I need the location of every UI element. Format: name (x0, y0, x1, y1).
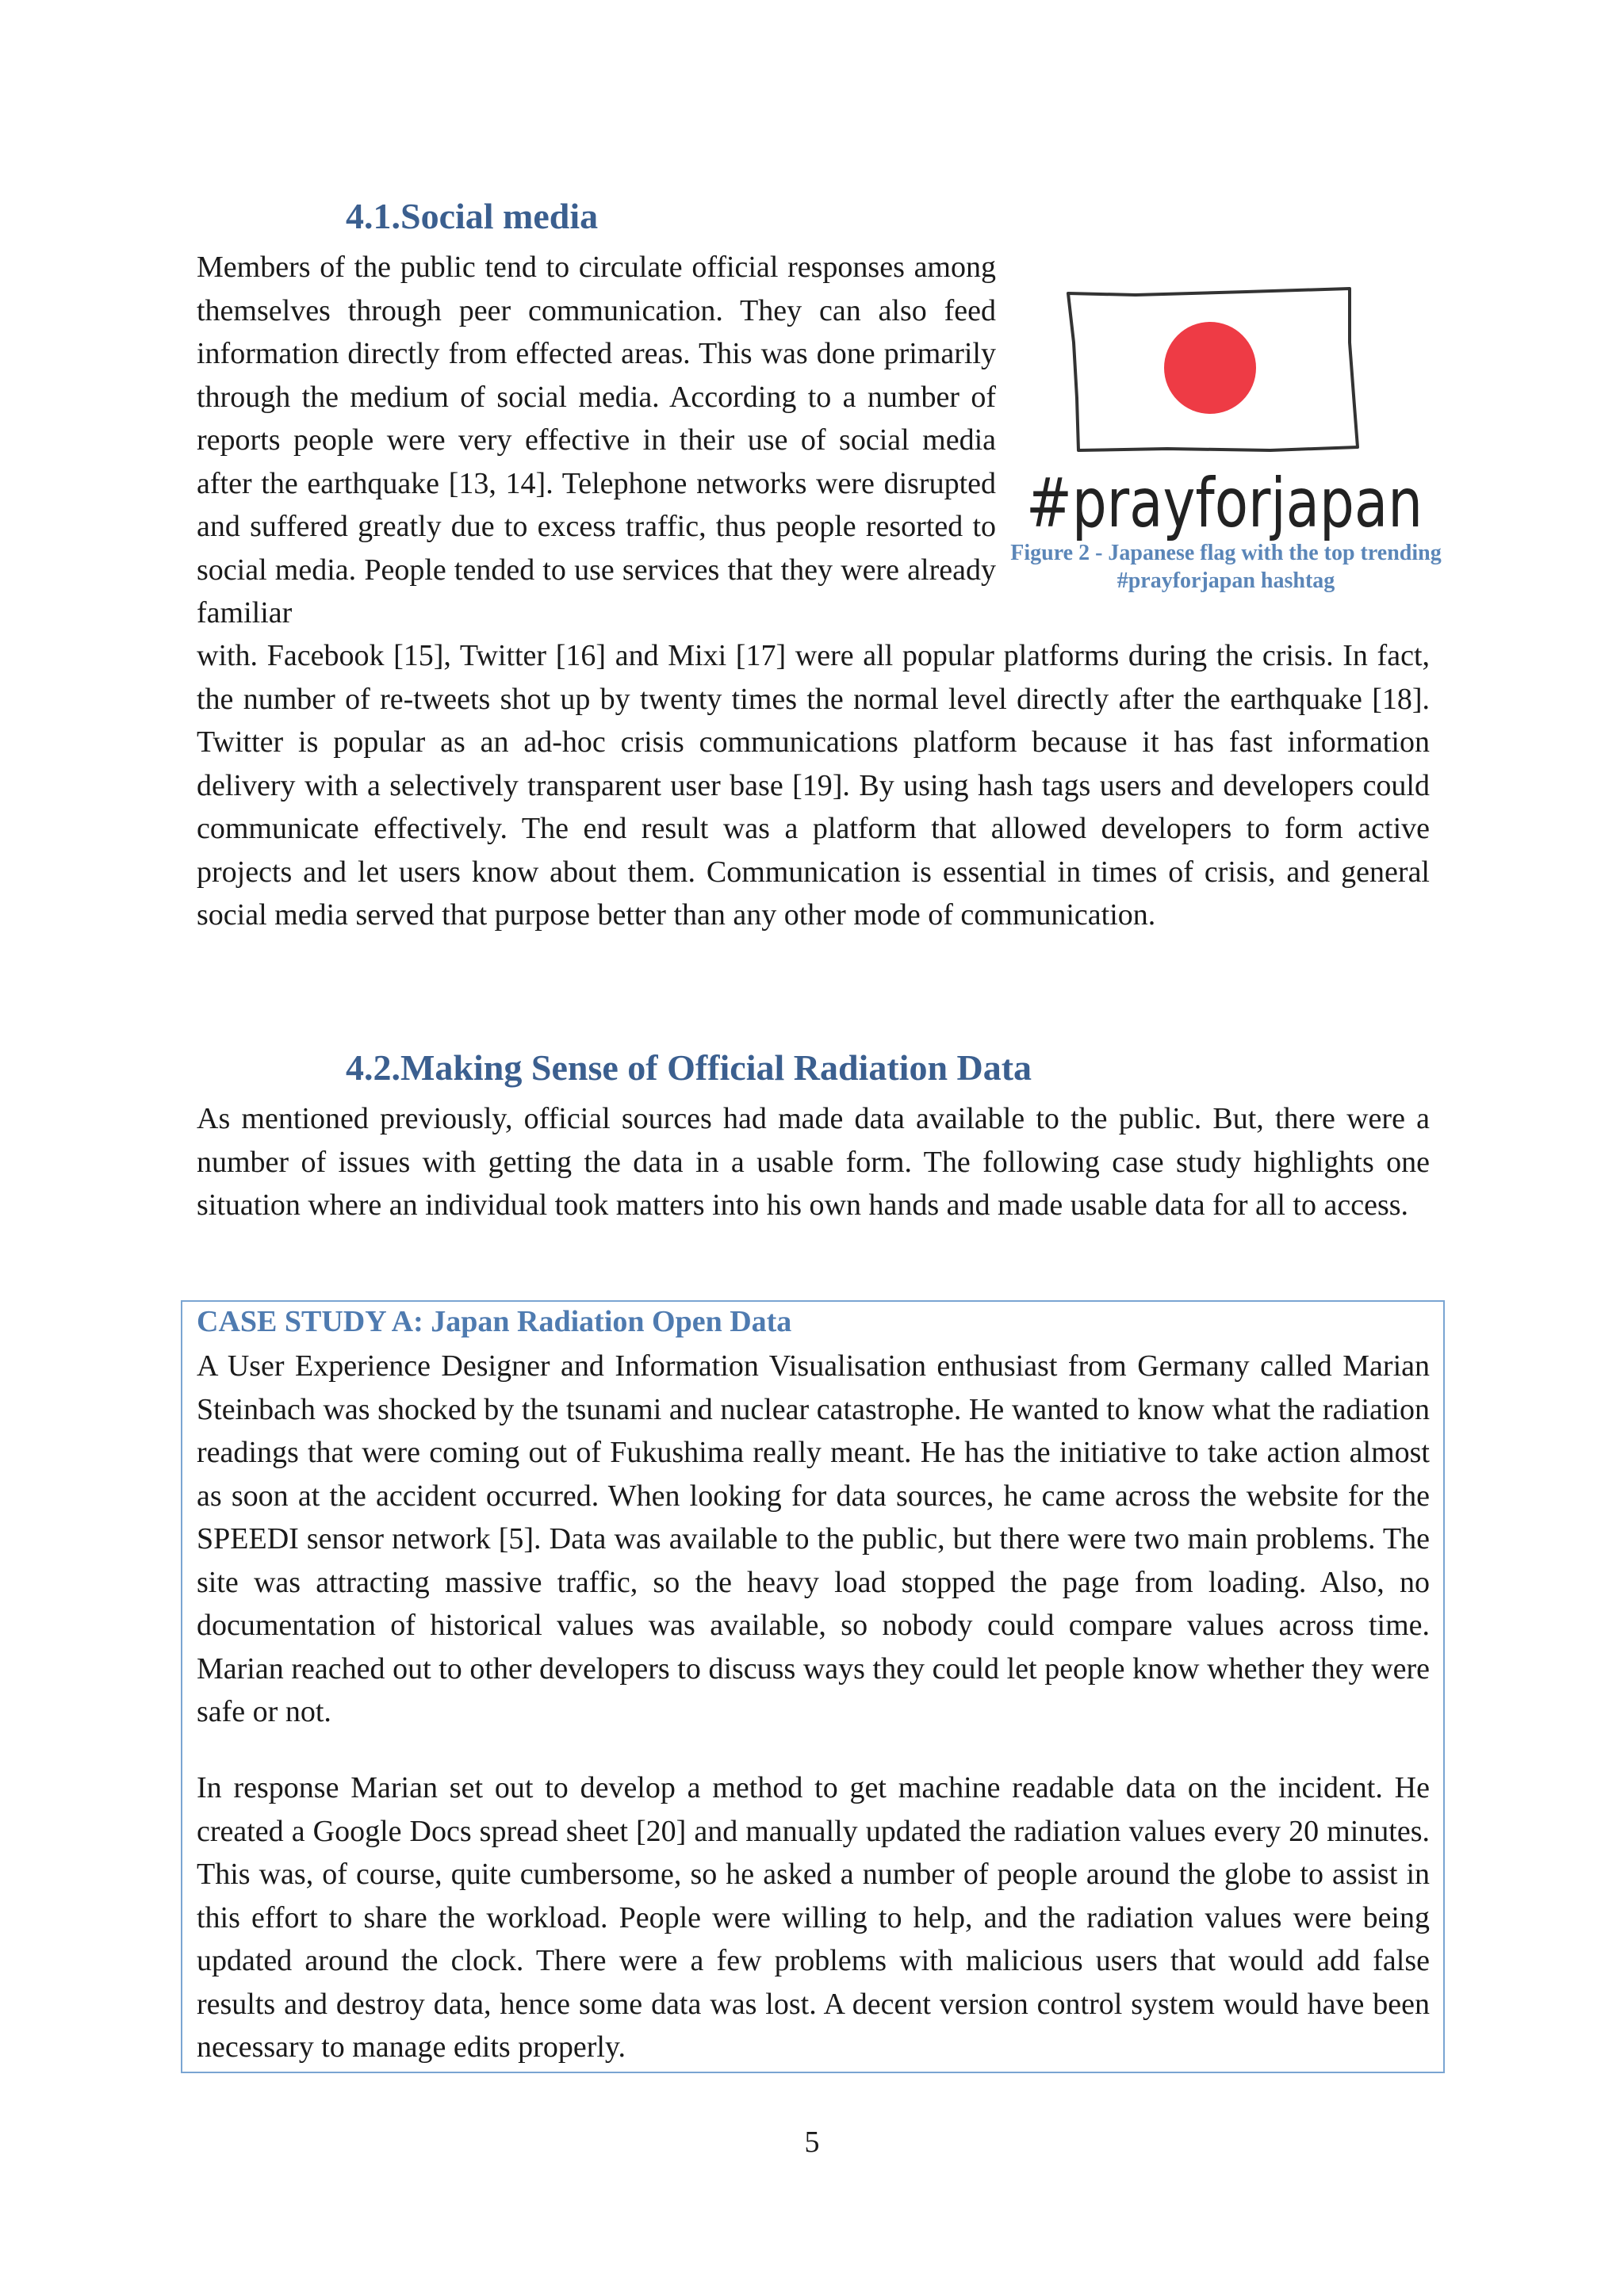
flag-red-sun (1164, 322, 1256, 414)
radiation-data-paragraph: As mentioned previously, official sources had made data available to the public. But, there were a number of issues with getting the data in a usable form. The following case study highlights one situation where an individual took matters into his own hands and made usable data for all to access. (197, 1102, 1430, 1222)
section-heading-4-1 (346, 195, 598, 237)
social-media-paragraph-wrapped: Members of the public tend to circulate official responses among themselves through peer communication. They can also feed information directly from effected areas. This was done primarily through the medium of social media. According to a number of reports people were very effective in their use of social media after the earthquake [13, 14]. Telephone networks were disrupted and suffered greatly due to excess traffic, thus people resorted to social media. People tended to use services that they were already familiar (197, 251, 996, 629)
section-heading-4-2 (346, 1047, 1032, 1089)
section-number: 4.1. (346, 196, 400, 236)
section-title: Social media (400, 196, 599, 236)
case-study-paragraph-2: In response Marian set out to develop a method to get machine readable data on the incident. He created a Google Docs spread sheet [20] and manually updated the radiation values every 20 minutes. This was, of course, quite cumbersome, so he asked a number of people around the globe to assist in this effort to share the workload. People were willing to help, and the radiation values were being updated around the clock. There were a few problems with malicious users that would add false results and destroy data, hence some data was lost. A decent version control system would have been necessary to manage edits properly. (197, 1771, 1430, 2064)
section-title: Making Sense of Official Radiation Data (400, 1047, 1032, 1088)
social-media-paragraph-full: with. Facebook [15], Twitter [16] and Mixi [17] were all popular platforms during the crisis. In fact, the number of re-tweets shot up by twenty times the normal level directly after the earthquake [18]. Twitter is popular as an ad-hoc crisis communications platform because it has fast information delivery with a selectively transparent user base [19]. By using hash tags users and developers could communicate effectively. The end result was a platform that allowed developers to form active projects and let users know about them. Communication is essential in times of crisis, and general social media served that purpose better than any other mode of communication. (197, 639, 1430, 932)
figure-caption: Figure 2 - Japanese flag with the top trending #prayforjapan hashtag (1010, 541, 1442, 593)
page-number: 5 (804, 2126, 820, 2159)
hashtag-text: #prayforjapan (1026, 464, 1423, 543)
japan-flag-image (1009, 247, 1443, 549)
section-number: 4.2. (346, 1047, 400, 1088)
case-study-title: CASE STUDY A: Japan Radiation Open Data (197, 1305, 792, 1338)
case-study-paragraph-1: A User Experience Designer and Information Visualisation enthusiast from Germany called Marian Steinbach was shocked by the tsunami and nuclear catastrophe. He wanted to know what the radiation readings that were coming out of Fukushima really meant. He has the initiative to take action almost as soon at the accident occurred. When looking for data sources, he came across the website for the SPEEDI sensor network [5]. Data was available to the public, but there were two main problems. The site was attracting massive traffic, so the heavy load stopped the page from loading. Also, no documentation of historical values was available, so nobody could compare values across time. Marian reached out to other developers to discuss ways they could let people know whether they were safe or not. (197, 1349, 1430, 1728)
